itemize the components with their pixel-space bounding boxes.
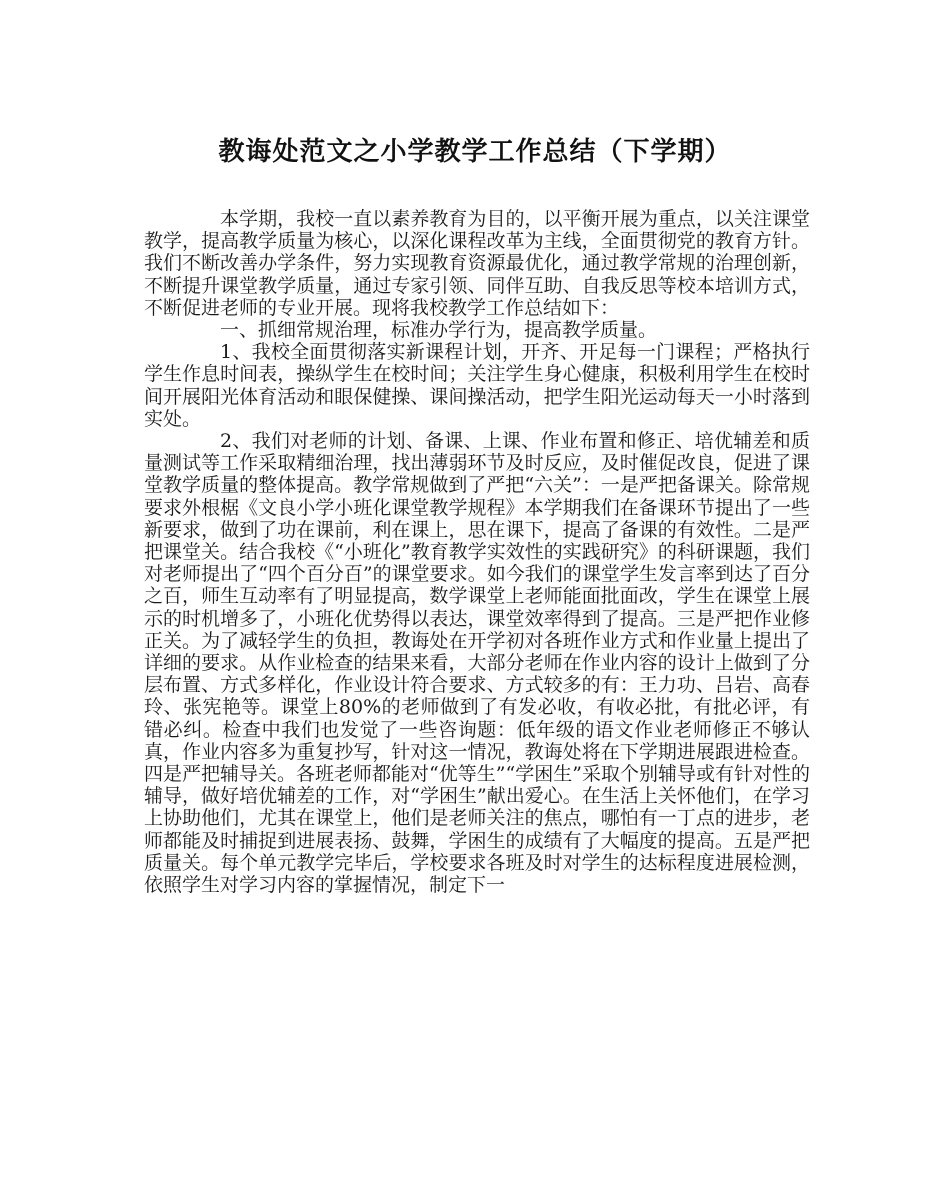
document-title: 教诲处范文之小学教学工作总结（下学期） <box>218 137 732 167</box>
paragraph-section-heading: 一、抓细常规治理，标准办学行为，提高教学质量。 <box>220 319 658 342</box>
paragraph-item-1: 1、我校全面贯彻落实新课程计划，开齐、开足每一门课程；严格执行学生作息时间表，操纵学生在校时间；关注学生身心健康，积极利用学生在校时间开展阳光体育活动和眼保健操、课间操活动，把学生阳光运动每天一小时落到实处。 <box>144 341 810 430</box>
document-body <box>144 208 810 896</box>
paragraph-intro: 本学期，我校一直以素养教育为目的，以平衡开展为重点，以关注课堂教学，提高教学质量为核心，以深化课程改革为主线，全面贯彻党的教育方针。我们不断改善办学条件，努力实现教育资源最优化，通过教学常规的治理创新，不断提升课堂教学质量，通过专家引领、同伴互助、自我反思等校本培训方式，不断促进老师的专业开展。现将我校教学工作总结如下： <box>144 208 810 319</box>
paragraph-item-2: 2、我们对老师的计划、备课、上课、作业布置和修正、培优辅差和质量测试等工作采取精细治理，找出薄弱环节及时反应，及时催促改良，促进了课堂教学质量的整体提高。教学常规做到了严把“六关”：一是严把备课关。除常规要求外根椐《文良小学小班化课堂教学规程》本学期我们在备课环节提出了一些新要求，做到了功在课前，利在课上，思在课下，提高了备课的有效性。二是严把课堂关。结合我校《“小班化”教育教学实效性的实践研究》的科研课题，我们对老师提出了“四个百分百”的课堂要求。如今我们的课堂学生发言率到达了百分之百，师生互动率有了明显提高，数学课堂上老师能面批面改，学生在课堂上展示的时机增多了，小班化优势得以表达，课堂效率得到了提高。三是严把作业修正关。为了减轻学生的负担，教诲处在开学初对各班作业方式和作业量上提出了详细的要求。从作业检查的结果来看，大部分老师在作业内容的设计上做到了分层布置、方式多样化，作业设计符合要求、方式较多的有：王力功、吕岩、高春玲、张宪艳等。课堂上80%的老师做到了有发必收，有收必批，有批必评，有错必纠。检查中我们也发觉了一些咨询题：低年级的语文作业老师修正不够认真，作业内容多为重复抄写，针对这一情况，教诲处将在下学期进展跟进检查。四是严把辅导关。各班老师都能对“优等生”“学困生”采取个别辅导或有针对性的辅导，做好培优辅差的工作，对“学困生”献出爱心。在生活上关怀他们，在学习上协助他们，尤其在课堂上，他们是老师关注的焦点，哪怕有一丁点的进步，老师都能及时捕捉到进展表扬、鼓舞，学困生的成绩有了大幅度的提高。五是严把质量关。每个单元教学完毕后，学校要求各班及时对学生的达标程度进展检测，依照学生对学习内容的掌握情况，制定下一 <box>144 430 810 897</box>
